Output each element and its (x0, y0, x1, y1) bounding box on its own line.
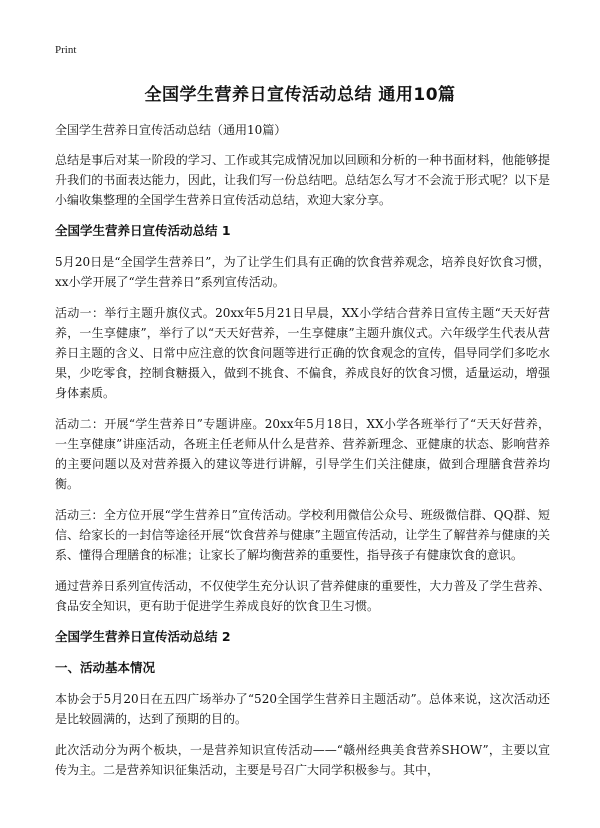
section-1-heading: 全国学生营养日宣传活动总结 1 (55, 223, 231, 238)
page-title: 全国学生营养日宣传活动总结 通用10篇 (144, 85, 456, 105)
section-2-paragraph-2: 此次活动分为两个板块，一是营养知识宣传活动——“赣州经典美食营养SHOW”，主要以宣传为主。二是营养知识征集活动，主要是号召广大同学积极参与。其中， (55, 743, 550, 777)
section-2-subheading: 一、活动基本情况 (55, 660, 156, 675)
intro-subtitle: 全国学生营养日宣传活动总结（通用10篇） (55, 123, 287, 137)
section-1-paragraph-4: 活动三：全方位开展“学生营养日”宣传活动。学校利用微信公众号、班级微信群、QQ群、短信、给家长的一封信等途径开展“饮食营养与健康”主题宣传活动，让学生了解营养与健康的关系、懂得合理膳食的标准；让家长了解均衡营养的重要性，指导孩子有健康饮食的意识。 (55, 508, 550, 562)
section-1-paragraph-1: 5月20日是“全国学生营养日”，为了让学生们具有正确的饮食营养观念，培养良好饮食习惯，xx小学开展了“学生营养日”系列宣传活动。 (55, 255, 550, 289)
section-1-paragraph-3: 活动二：开展“学生营养日”专题讲座。20xx年5月18日，XX小学各班举行了“天天好营养，一生享健康”讲座活动，各班主任老师从什么是营养、营养新理念、亚健康的状态、影响营养的主要问题以及对营养摄入的建议等进行讲解，引导学生们关注健康，做到合理膳食营养均衡。 (55, 417, 550, 491)
section-1-paragraph-5: 通过营养日系列宣传活动，不仅使学生充分认识了营养健康的重要性，大力普及了学生营养、食品安全知识，更有助于促进学生养成良好的饮食卫生习惯。 (55, 579, 550, 613)
document-body (55, 120, 550, 791)
print-label[interactable]: Print (55, 44, 77, 56)
intro-paragraph: 总结是事后对某一阶段的学习、工作或其完成情况加以回顾和分析的一种书面材料，他能够提升我们的书面表达能力，因此，让我们写一份总结吧。总结怎么写才不会流于形式呢？以下是小编收集整理的全国学生营养日宣传活动总结，欢迎大家分享。 (55, 153, 550, 207)
section-1-paragraph-2: 活动一：举行主题升旗仪式。20xx年5月21日早晨，XX小学结合营养日宣传主题“天天好营养，一生享健康”，举行了以“天天好营养，一生享健康”主题升旗仪式。六年级学生代表从营养日主题的含义、日常中应注意的饮食问题等进行正确的饮食观念的宣传，倡导同学们多吃水果，少吃零食，控制食糖摄入，做到不挑食、不偏食，养成良好的饮食习惯，适量运动，增强身体素质。 (55, 306, 550, 400)
section-2-paragraph-1: 本协会于5月20日在五四广场举办了“520全国学生营养日主题活动”。总体来说，这次活动还是比较圆满的，达到了预期的目的。 (55, 692, 550, 726)
section-2-heading: 全国学生营养日宣传活动总结 2 (55, 629, 231, 644)
